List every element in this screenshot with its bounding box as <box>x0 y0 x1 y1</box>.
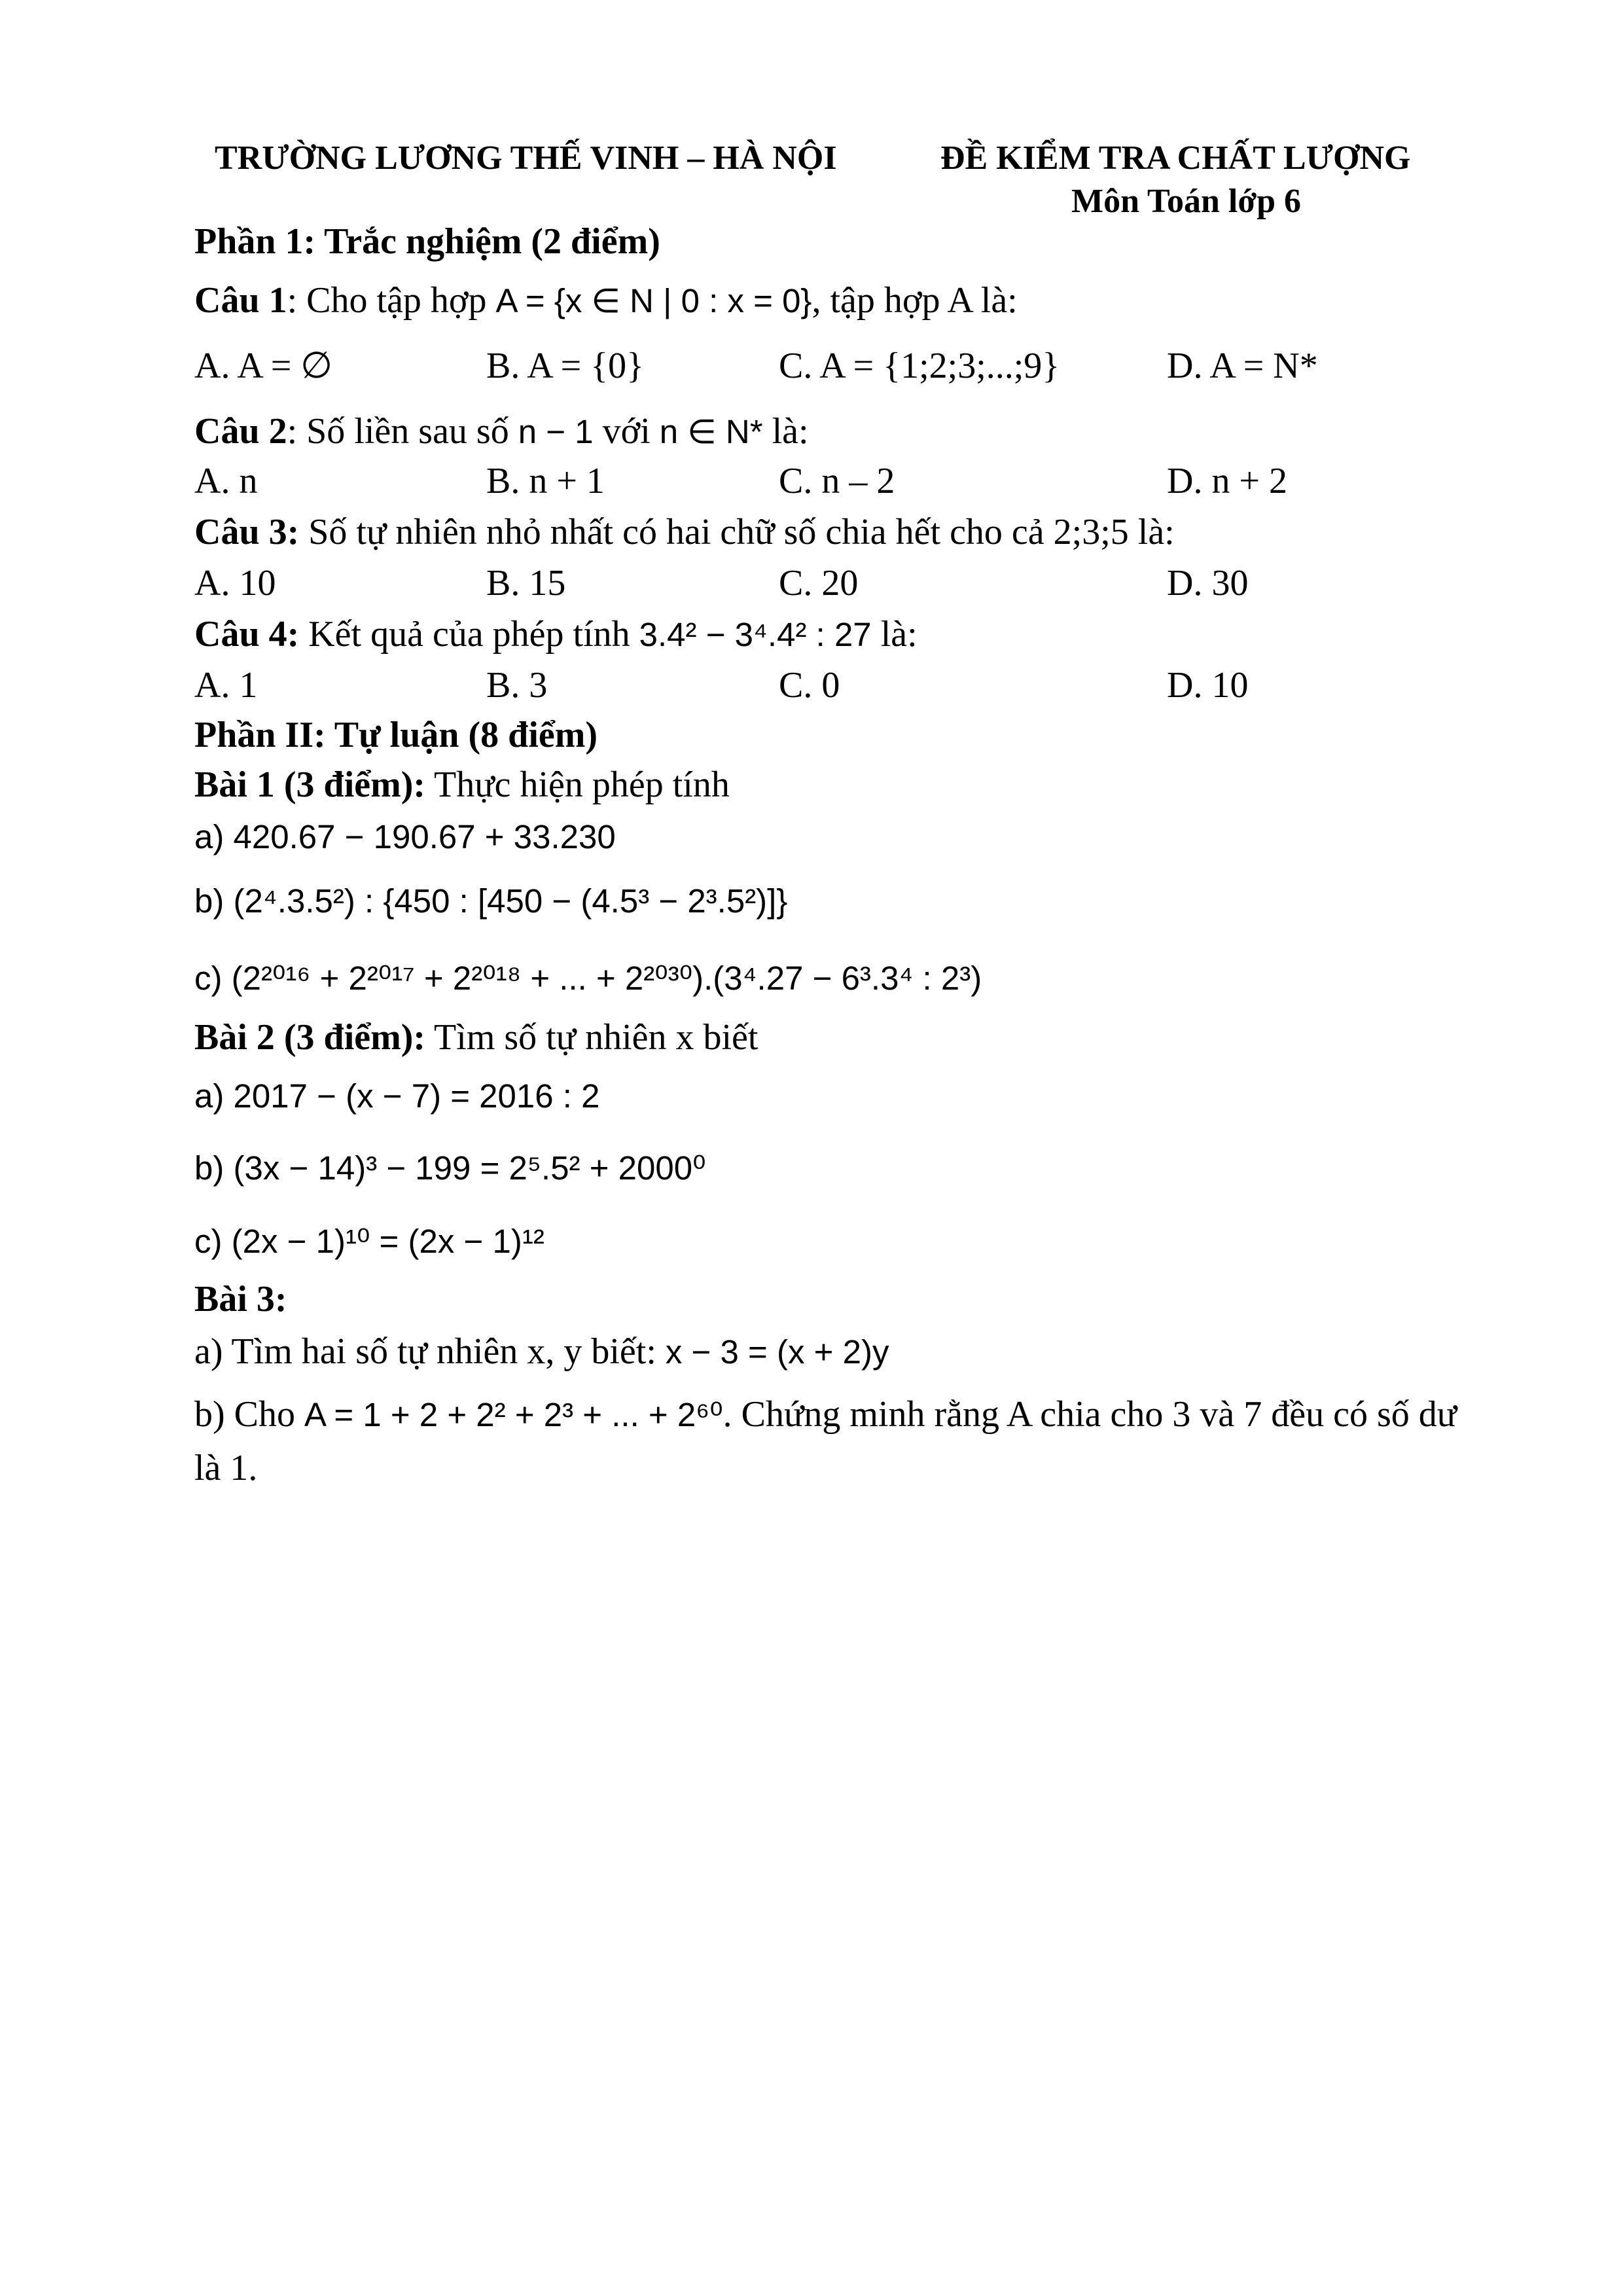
question-4-option-c: C. 0 <box>779 665 840 706</box>
question-1-math: A = {x ∈ N | 0 : x = 0} <box>495 282 812 319</box>
question-3-option-d: D. 30 <box>1167 563 1249 603</box>
exercise-1-a: a) 420.67 − 190.67 + 33.230 <box>194 818 616 855</box>
question-1-option-b: B. A = {0} <box>486 346 644 386</box>
question-4-option-b: B. 3 <box>486 665 548 706</box>
question-3 <box>194 509 1175 555</box>
exercise-3-b-tail: . Chứng minh rằng A chia cho 3 và 7 đều có số dư <box>722 1394 1457 1435</box>
exercise-2-text: Tìm số tự nhiên x biết <box>425 1017 758 1058</box>
question-1-option-a: A. A = ∅ <box>194 346 333 386</box>
exercise-3-b <box>194 1391 1457 1438</box>
exam-title: ĐỀ KIỂM TRA CHẤT LƯỢNG <box>940 139 1411 177</box>
exercise-3-a-math: x − 3 = (x + 2)y <box>665 1333 889 1371</box>
question-1 <box>194 278 1018 324</box>
question-2-math: n − 1 <box>518 413 594 450</box>
question-1-option-d: D. A = N* <box>1167 346 1318 386</box>
question-4-option-d: D. 10 <box>1167 665 1249 706</box>
exercise-1 <box>194 762 730 808</box>
exercise-3-b-text: b) Cho <box>194 1394 304 1435</box>
question-2-label: Câu 2 <box>194 411 287 452</box>
school-name: TRƯỜNG LƯƠNG THẾ VINH – HÀ NỘI <box>215 139 837 177</box>
exam-subject: Môn Toán lớp 6 <box>1071 183 1302 220</box>
exercise-2-label: Bài 2 (3 điểm): <box>194 1017 426 1058</box>
exercise-2-c: c) (2x − 1)¹⁰ = (2x − 1)¹² <box>194 1223 544 1260</box>
question-4-math: 3.4² − 3⁴.4² : 27 <box>639 616 872 653</box>
exercise-3-a-text: a) Tìm hai số tự nhiên x, y biết: <box>194 1331 666 1372</box>
question-1-label: Câu 1 <box>194 280 287 321</box>
question-4-option-a: A. 1 <box>194 665 258 706</box>
exercise-2-b: b) (3x − 14)³ − 199 = 2⁵.5² + 2000⁰ <box>194 1149 706 1187</box>
question-3-label: Câu 3: <box>194 512 300 552</box>
question-4-tail: là: <box>871 614 918 655</box>
exercise-1-text: Thực hiện phép tính <box>425 764 730 805</box>
question-2-tail: là: <box>762 411 809 452</box>
question-4-label: Câu 4: <box>194 614 300 655</box>
part1-title: Phần 1: Trắc nghiệm (2 điểm) <box>194 221 660 262</box>
question-2-option-c: C. n – 2 <box>779 461 895 501</box>
exercise-3-b-math: A = 1 + 2 + 2² + 2³ + ... + 2⁶⁰ <box>304 1396 723 1433</box>
question-2-text: : Số liền sau số <box>287 411 518 452</box>
question-2-option-d: D. n + 2 <box>1167 461 1288 501</box>
question-3-option-a: A. 10 <box>194 563 276 603</box>
part2-title: Phần II: Tự luận (8 điểm) <box>194 715 598 755</box>
question-2-mid: với <box>593 411 660 452</box>
question-4-text: Kết quả của phép tính <box>299 614 639 655</box>
question-3-option-c: C. 20 <box>779 563 859 603</box>
question-3-option-b: B. 15 <box>486 563 566 603</box>
exercise-2 <box>194 1014 758 1060</box>
question-2-option-b: B. n + 1 <box>486 461 605 501</box>
exercise-1-c: c) (2²⁰¹⁶ + 2²⁰¹⁷ + 2²⁰¹⁸ + ... + 2²⁰³⁰).(3⁴.27 − 6³.3⁴ : 2³) <box>194 960 982 997</box>
question-2-option-a: A. n <box>194 461 258 501</box>
question-4 <box>194 611 918 658</box>
exercise-1-label: Bài 1 (3 điểm): <box>194 764 426 805</box>
exercise-3-b-tail2: là 1. <box>194 1448 258 1488</box>
question-1-tail: , tập hợp A là: <box>812 280 1018 321</box>
question-3-text: Số tự nhiên nhỏ nhất có hai chữ số chia hết cho cả 2;3;5 là: <box>299 512 1175 552</box>
exercise-2-a: a) 2017 − (x − 7) = 2016 : 2 <box>194 1077 600 1115</box>
exercise-1-b: b) (2⁴.3.5²) : {450 : [450 − (4.5³ − 2³.5²)]} <box>194 882 788 920</box>
question-2-math2: n ∈ N* <box>659 413 763 450</box>
exercise-3-a <box>194 1329 889 1375</box>
question-1-option-c: C. A = {1;2;3;...;9} <box>779 346 1060 386</box>
exercise-3-label: Bài 3: <box>194 1279 287 1319</box>
question-2 <box>194 408 809 455</box>
question-1-text: : Cho tập hợp <box>287 280 496 321</box>
